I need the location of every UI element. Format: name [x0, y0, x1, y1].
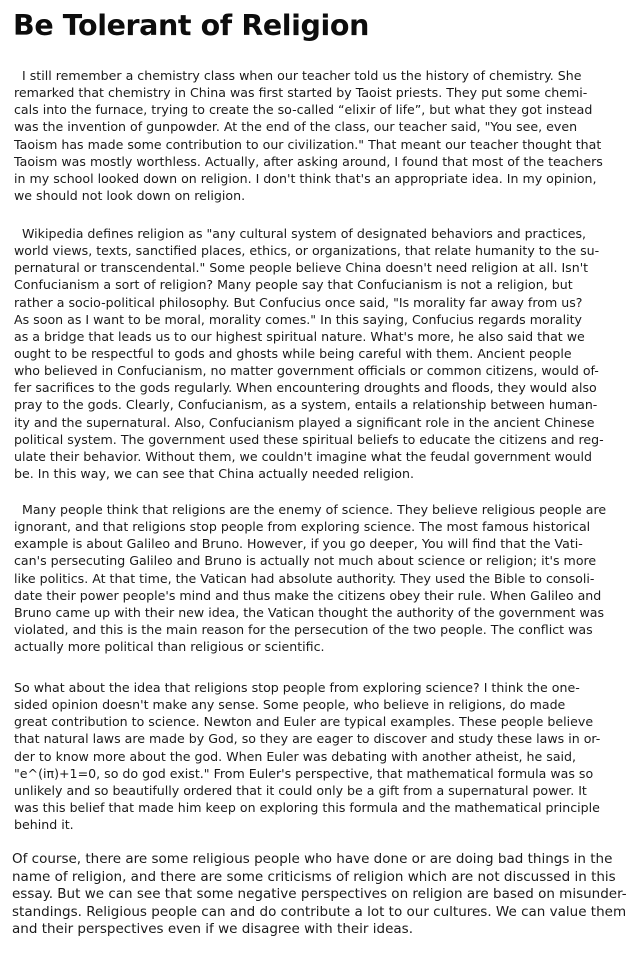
text-line: in my school looked down on religion. I don't think that's an appropriate idea. In my opinion,: [14, 170, 597, 186]
paragraph-3: [14, 501, 606, 655]
text-line: standings. Religious people can and do contribute a lot to our cultures. We can value them: [12, 903, 627, 920]
text-line: like politics. At that time, the Vatican had absolute authority. They used the Bible to consoli-: [14, 570, 595, 586]
text-line: ought to be respectful to gods and ghosts while being careful with them. Ancient people: [14, 345, 572, 361]
text-line: pray to the gods. Clearly, Confucianism, as a system, entails a relationship between human-: [14, 397, 598, 413]
text-line: Wikipedia defines religion as "any cultural system of designated behaviors and practices,: [22, 226, 587, 241]
text-line: we should not look down on religion.: [14, 187, 246, 203]
text-line: Taoism was mostly worthless. Actually, after asking around, I found that most of the teachers: [14, 153, 603, 169]
text-line: Taoism has made some contribution to our civilization." That meant our teacher thought that: [14, 136, 602, 152]
text-line: sided opinion doesn't make any sense. Some people, who believe in religions, do made: [14, 697, 566, 713]
text-line: As soon as I want to be moral, morality comes." In this saying, Confucius regards morality: [14, 311, 582, 327]
text-line: Bruno came up with their new idea, the Vatican thought the authority of the government was: [14, 604, 605, 620]
text-line: was the invention of gunpowder. At the end of the class, our teacher said, "You see, even: [14, 119, 578, 135]
paragraph-2: [14, 225, 604, 482]
text-line: Of course, there are some religious people who have done or are doing bad things in the: [12, 851, 613, 867]
text-line: be. In this way, we can see that China actually needed religion.: [14, 465, 414, 481]
text-line: actually more political than religious or scientific.: [14, 639, 325, 655]
text-line: "e^(iπ)+1=0, so do god exist." From Euler's perspective, that mathematical formula was so: [14, 765, 594, 781]
text-line: Confucianism a sort of religion? Many people say that Confucianism is not a religion, but: [14, 277, 573, 293]
text-line: violated, and this is the main reason for the persecution of the two people. The conflict was: [14, 621, 593, 637]
text-line: ulate their behavior. Without them, we couldn't imagine what the feudal government would: [14, 448, 593, 464]
text-line: pernatural or transcendental." Some people believe China doesn't need religion at all. Isn't: [14, 260, 589, 276]
text-line: example is about Galileo and Bruno. However, if you go deeper, You will find that the Vati-: [14, 536, 583, 552]
text-line: can's persecuting Galileo and Bruno is actually not much about science or religion; it's more: [14, 553, 597, 569]
text-line: remarked that chemistry in China was first started by Taoist priests. They put some chemi-: [14, 85, 588, 101]
text-line: political system. The government used these spiritual beliefs to educate the citizens and reg-: [14, 431, 604, 447]
text-line: ity and the supernatural. Also, Confucianism played a significant role in the ancient Chinese: [14, 414, 595, 430]
paragraph-4: [14, 679, 600, 833]
text-line: So what about the idea that religions stop people from exploring science? I think the one-: [14, 680, 580, 695]
text-line: as a bridge that leads us to our highest spiritual nature. What's more, he also said that we: [14, 328, 585, 344]
text-line: rather a socio-political philosophy. But Confucius once said, "Is morality far away from us?: [14, 294, 583, 310]
text-line: that natural laws are made by God, so they are eager to discover and study these laws in or-: [14, 731, 601, 747]
text-line: name of religion, and there are some criticisms of religion which are not discussed in this: [12, 868, 616, 885]
text-line: unlikely and so beautifully ordered that it could only be a gift from a supernatural power. It: [14, 782, 587, 798]
paragraph-5: [12, 851, 627, 939]
text-line: essay. But we can see that some negative perspectives on religion are based on misunder-: [12, 886, 627, 902]
text-line: was this belief that made him keep on exploring this formula and the mathematical principle: [14, 799, 600, 815]
essay-title: Be Tolerant of Religion: [13, 9, 369, 42]
text-line: der to know more about the god. When Euler was debating with another atheist, he said,: [14, 748, 577, 764]
text-line: Many people think that religions are the enemy of science. They believe religious people are: [22, 502, 607, 517]
text-line: world views, texts, sanctified places, ethics, or organizations, that relate humanity to the su-: [14, 243, 600, 259]
text-line: behind it.: [14, 817, 74, 833]
text-line: cals into the furnace, trying to create the so-called “elixir of life”, but what they got instead: [14, 102, 593, 118]
text-line: ignorant, and that religions stop people from exploring science. The most famous historical: [14, 519, 591, 535]
text-line: fer sacrifices to the gods regularly. When encountering droughts and floods, they would also: [14, 380, 597, 396]
text-line: and their perspectives even if we disagree with their ideas.: [12, 921, 413, 937]
text-line: great contribution to science. Newton and Euler are typical examples. These people believe: [14, 714, 594, 730]
text-line: I still remember a chemistry class when our teacher told us the history of chemistry. She: [22, 68, 582, 83]
text-line: who believed in Confucianism, no matter government officials or common citizens, would of-: [14, 363, 599, 379]
paragraph-1: [14, 67, 603, 204]
text-line: date their power people's mind and thus make the citizens obey their rule. When Galileo and: [14, 587, 602, 603]
